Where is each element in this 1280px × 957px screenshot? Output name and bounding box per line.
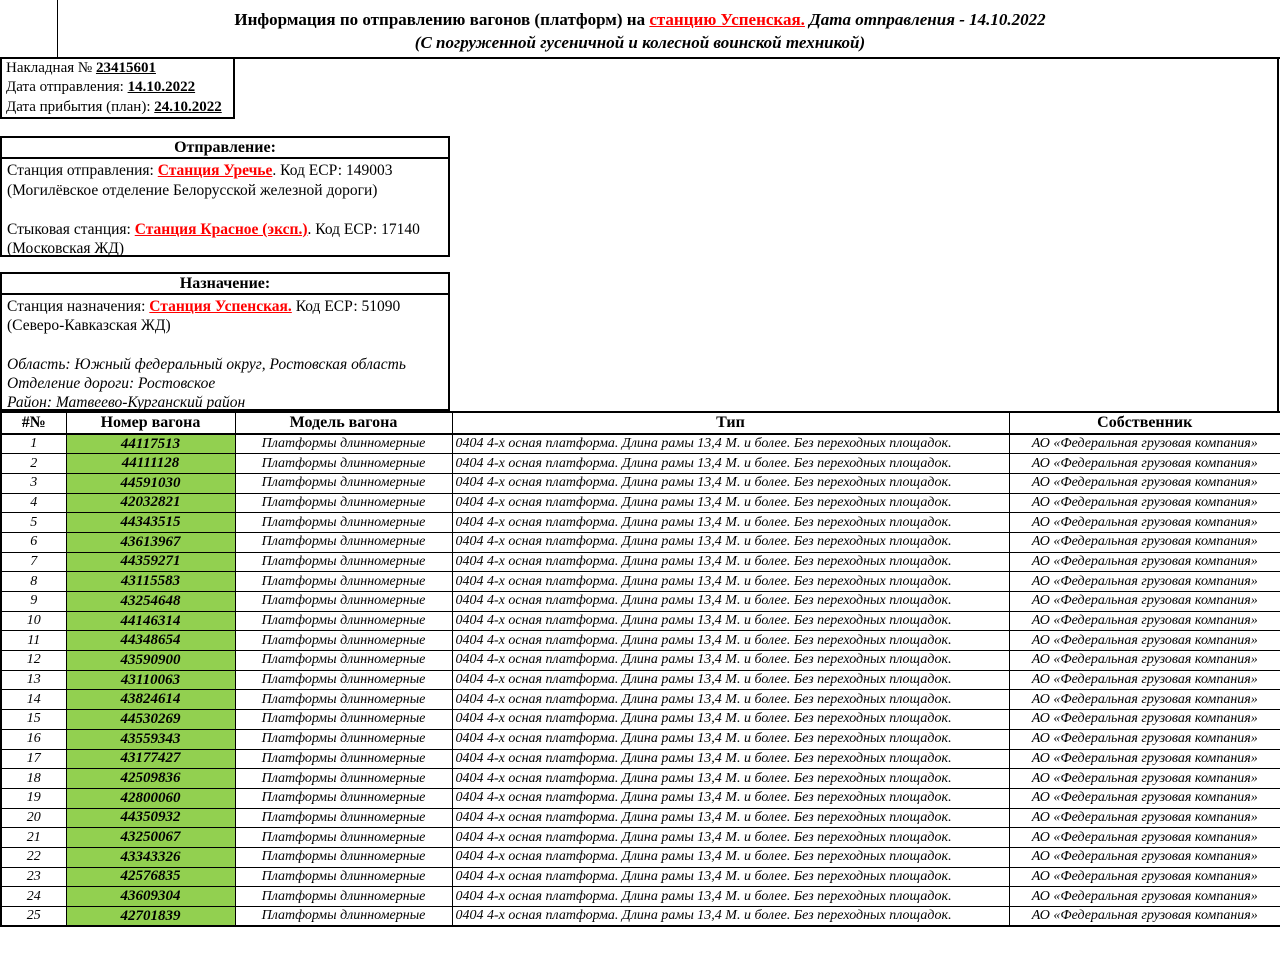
cell-wagon-model: Платформы длинномерные	[235, 847, 452, 867]
cell-owner: АО «Федеральная грузовая компания»	[1009, 651, 1280, 671]
cell-wagon-number: 43110063	[66, 670, 235, 690]
cell-owner: АО «Федеральная грузовая компания»	[1009, 769, 1280, 789]
table-row	[1, 670, 1280, 690]
cell-row-number: 15	[1, 710, 66, 730]
cell-wagon-number: 42509836	[66, 769, 235, 789]
cell-row-number: 18	[1, 769, 66, 789]
cell-type: 0404 4-х осная платформа. Длина рамы 13,4 М. и более. Без переходных площадок.	[452, 788, 1009, 808]
cell-wagon-model: Платформы длинномерные	[235, 592, 452, 612]
table-row	[1, 631, 1280, 651]
cell-wagon-number: 42800060	[66, 788, 235, 808]
header-wagon-number: Номер вагона	[66, 412, 235, 434]
cell-wagon-model: Платформы длинномерные	[235, 887, 452, 907]
cell-owner: АО «Федеральная грузовая компания»	[1009, 532, 1280, 552]
cell-type: 0404 4-х осная платформа. Длина рамы 13,4 М. и более. Без переходных площадок.	[452, 749, 1009, 769]
departure-station-label: Станция отправления:	[7, 162, 158, 179]
cell-row-number: 10	[1, 611, 66, 631]
cell-row-number: 22	[1, 847, 66, 867]
cell-owner: АО «Федеральная грузовая компания»	[1009, 710, 1280, 730]
cell-type: 0404 4-х осная платформа. Длина рамы 13,4 М. и более. Без переходных площадок.	[452, 572, 1009, 592]
cell-row-number: 23	[1, 867, 66, 887]
cell-type: 0404 4-х осная платформа. Длина рамы 13,4 М. и более. Без переходных площадок.	[452, 611, 1009, 631]
cell-wagon-model: Платформы длинномерные	[235, 769, 452, 789]
departure-block	[0, 136, 450, 257]
table-header-row	[1, 412, 1280, 434]
waybill-number-value: 23415601	[95, 60, 156, 76]
destination-station-label: Станция назначения:	[7, 298, 150, 315]
departure-header: Отправление:	[2, 138, 448, 159]
table-row	[1, 493, 1280, 513]
cell-wagon-number: 42701839	[66, 907, 235, 927]
destination-station-code: Код ЕСР: 51090	[291, 298, 401, 315]
waybill-block	[0, 57, 235, 119]
table-row	[1, 473, 1280, 493]
title-line-1	[0, 8, 1280, 31]
cell-wagon-number: 44111128	[66, 454, 235, 474]
table-row	[1, 808, 1280, 828]
cell-row-number: 6	[1, 532, 66, 552]
departure-blank-line	[7, 200, 443, 220]
cell-wagon-model: Платформы длинномерные	[235, 907, 452, 927]
cell-wagon-model: Платформы длинномерные	[235, 788, 452, 808]
waybill-depart-label: Дата отправления:	[6, 79, 128, 96]
cell-type: 0404 4-х осная платформа. Длина рамы 13,4 М. и более. Без переходных площадок.	[452, 867, 1009, 887]
cell-type: 0404 4-х осная платформа. Длина рамы 13,4 М. и более. Без переходных площадок.	[452, 710, 1009, 730]
cell-wagon-number: 42032821	[66, 493, 235, 513]
cell-owner: АО «Федеральная грузовая компания»	[1009, 473, 1280, 493]
cell-wagon-number: 44359271	[66, 552, 235, 572]
junction-station-link: Станция Красное (эксп.)	[134, 220, 308, 238]
cell-wagon-model: Платформы длинномерные	[235, 828, 452, 848]
cell-row-number: 12	[1, 651, 66, 671]
table-row	[1, 769, 1280, 789]
table-row	[1, 729, 1280, 749]
cell-type: 0404 4-х осная платформа. Длина рамы 13,4 М. и более. Без переходных площадок.	[452, 473, 1009, 493]
cell-wagon-number: 43613967	[66, 532, 235, 552]
cell-type: 0404 4-х осная платформа. Длина рамы 13,4 М. и более. Без переходных площадок.	[452, 690, 1009, 710]
cell-row-number: 5	[1, 513, 66, 533]
junction-station-code: . Код ЕСР: 17140	[307, 220, 420, 238]
document-title	[0, 8, 1280, 54]
destination-block	[0, 272, 450, 411]
cell-row-number: 21	[1, 828, 66, 848]
table-row	[1, 651, 1280, 671]
table-row	[1, 907, 1280, 927]
cell-row-number: 17	[1, 749, 66, 769]
cell-wagon-number: 43559343	[66, 729, 235, 749]
wagon-table-body	[1, 434, 1280, 926]
cell-owner: АО «Федеральная грузовая компания»	[1009, 729, 1280, 749]
cell-wagon-model: Платформы длинномерные	[235, 808, 452, 828]
cell-owner: АО «Федеральная грузовая компания»	[1009, 788, 1280, 808]
cell-owner: АО «Федеральная грузовая компания»	[1009, 670, 1280, 690]
cell-owner: АО «Федеральная грузовая компания»	[1009, 454, 1280, 474]
cell-wagon-model: Платформы длинномерные	[235, 631, 452, 651]
cell-type: 0404 4-х осная платформа. Длина рамы 13,4 М. и более. Без переходных площадок.	[452, 808, 1009, 828]
destination-station-row	[7, 297, 443, 316]
cell-wagon-model: Платформы длинномерные	[235, 670, 452, 690]
title-line-2: (С погруженной гусеничной и колесной воинской техникой)	[414, 33, 866, 52]
cell-type: 0404 4-х осная платформа. Длина рамы 13,4 М. и более. Без переходных площадок.	[452, 493, 1009, 513]
cell-type: 0404 4-х осная платформа. Длина рамы 13,4 М. и более. Без переходных площадок.	[452, 887, 1009, 907]
title-departure-date: Дата отправления - 14.10.2022	[804, 10, 1046, 29]
cell-row-number: 7	[1, 552, 66, 572]
cell-owner: АО «Федеральная грузовая компания»	[1009, 493, 1280, 513]
cell-type: 0404 4-х осная платформа. Длина рамы 13,4 М. и более. Без переходных площадок.	[452, 434, 1009, 454]
cell-wagon-number: 43177427	[66, 749, 235, 769]
cell-row-number: 3	[1, 473, 66, 493]
title-station-link: станцию Успенская.	[649, 10, 805, 29]
table-row	[1, 788, 1280, 808]
cell-row-number: 24	[1, 887, 66, 907]
cell-wagon-number: 42576835	[66, 867, 235, 887]
table-row	[1, 828, 1280, 848]
cell-type: 0404 4-х осная платформа. Длина рамы 13,4 М. и более. Без переходных площадок.	[452, 651, 1009, 671]
cell-row-number: 4	[1, 493, 66, 513]
destination-blank-line	[7, 335, 443, 354]
cell-owner: АО «Федеральная грузовая компания»	[1009, 887, 1280, 907]
cell-row-number: 9	[1, 592, 66, 612]
cell-row-number: 19	[1, 788, 66, 808]
destination-station-note: (Северо-Кавказская ЖД)	[7, 317, 171, 335]
cell-owner: АО «Федеральная грузовая компания»	[1009, 749, 1280, 769]
cell-wagon-number: 44350932	[66, 808, 235, 828]
table-row	[1, 749, 1280, 769]
departure-station-code: . Код ЕСР: 149003	[272, 162, 393, 179]
cell-wagon-model: Платформы длинномерные	[235, 749, 452, 769]
destination-station-link: Станция Успенская.	[149, 298, 292, 315]
waybill-arrive-label: Дата прибытия (план):	[6, 98, 155, 115]
table-row	[1, 552, 1280, 572]
cell-row-number: 16	[1, 729, 66, 749]
header-type: Тип	[452, 412, 1009, 434]
cell-wagon-number: 44348654	[66, 631, 235, 651]
cell-owner: АО «Федеральная грузовая компания»	[1009, 513, 1280, 533]
destination-district: Район: Матвеево-Курганский район	[7, 394, 246, 412]
table-row	[1, 847, 1280, 867]
table-row	[1, 434, 1280, 454]
cell-wagon-model: Платформы длинномерные	[235, 434, 452, 454]
cell-wagon-number: 43254648	[66, 592, 235, 612]
header-row-number: #№	[1, 412, 66, 434]
cell-owner: АО «Федеральная грузовая компания»	[1009, 611, 1280, 631]
cell-row-number: 8	[1, 572, 66, 592]
gridline-vertical-left	[57, 0, 58, 57]
cell-wagon-number: 44343515	[66, 513, 235, 533]
table-row	[1, 592, 1280, 612]
cell-wagon-number: 43609304	[66, 887, 235, 907]
cell-wagon-number: 44530269	[66, 710, 235, 730]
junction-station-note: (Московская ЖД)	[7, 240, 124, 258]
cell-wagon-model: Платформы длинномерные	[235, 651, 452, 671]
title-prefix: Информация по отправлению вагонов (платформ) на	[234, 10, 650, 29]
cell-wagon-number: 43343326	[66, 847, 235, 867]
cell-owner: АО «Федеральная грузовая компания»	[1009, 592, 1280, 612]
cell-wagon-number: 43250067	[66, 828, 235, 848]
cell-owner: АО «Федеральная грузовая компания»	[1009, 847, 1280, 867]
cell-wagon-number: 43115583	[66, 572, 235, 592]
junction-station-label: Стыковая станция:	[7, 220, 135, 238]
cell-wagon-model: Платформы длинномерные	[235, 611, 452, 631]
cell-wagon-model: Платформы длинномерные	[235, 552, 452, 572]
cell-type: 0404 4-х осная платформа. Длина рамы 13,4 М. и более. Без переходных площадок.	[452, 454, 1009, 474]
cell-owner: АО «Федеральная грузовая компания»	[1009, 907, 1280, 927]
cell-type: 0404 4-х осная платформа. Длина рамы 13,4 М. и более. Без переходных площадок.	[452, 513, 1009, 533]
table-row	[1, 867, 1280, 887]
cell-type: 0404 4-х осная платформа. Длина рамы 13,4 М. и более. Без переходных площадок.	[452, 847, 1009, 867]
table-row	[1, 710, 1280, 730]
departure-body	[2, 159, 448, 259]
cell-owner: АО «Федеральная грузовая компания»	[1009, 552, 1280, 572]
departure-station-note: (Могилёвское отделение Белорусской железной дороги)	[7, 181, 378, 199]
table-row	[1, 532, 1280, 552]
cell-type: 0404 4-х осная платформа. Длина рамы 13,4 М. и более. Без переходных площадок.	[452, 729, 1009, 749]
departure-station-link: Станция Уречье	[157, 162, 273, 179]
cell-row-number: 25	[1, 907, 66, 927]
cell-owner: АО «Федеральная грузовая компания»	[1009, 690, 1280, 710]
wagon-table	[0, 411, 1280, 927]
waybill-depart-row	[6, 78, 229, 97]
cell-wagon-model: Платформы длинномерные	[235, 572, 452, 592]
cell-wagon-model: Платформы длинномерные	[235, 532, 452, 552]
waybill-depart-value: 14.10.2022	[127, 79, 196, 96]
cell-type: 0404 4-х осная платформа. Длина рамы 13,4 М. и более. Без переходных площадок.	[452, 552, 1009, 572]
table-row	[1, 887, 1280, 907]
cell-wagon-model: Платформы длинномерные	[235, 690, 452, 710]
cell-row-number: 11	[1, 631, 66, 651]
cell-row-number: 14	[1, 690, 66, 710]
destination-region: Область: Южный федеральный округ, Ростовская область	[7, 355, 406, 373]
header-owner: Собственник	[1009, 412, 1280, 434]
table-row	[1, 611, 1280, 631]
cell-type: 0404 4-х осная платформа. Длина рамы 13,4 М. и более. Без переходных площадок.	[452, 592, 1009, 612]
cell-type: 0404 4-х осная платформа. Длина рамы 13,4 М. и более. Без переходных площадок.	[452, 631, 1009, 651]
waybill-arrive-row	[6, 98, 229, 117]
cell-row-number: 20	[1, 808, 66, 828]
cell-wagon-model: Платформы длинномерные	[235, 473, 452, 493]
cell-wagon-model: Платформы длинномерные	[235, 867, 452, 887]
cell-owner: АО «Федеральная грузовая компания»	[1009, 808, 1280, 828]
cell-wagon-model: Платформы длинномерные	[235, 710, 452, 730]
gridline-vertical-right	[1277, 57, 1279, 413]
cell-owner: АО «Федеральная грузовая компания»	[1009, 828, 1280, 848]
cell-type: 0404 4-х осная платформа. Длина рамы 13,4 М. и более. Без переходных площадок.	[452, 907, 1009, 927]
cell-row-number: 1	[1, 434, 66, 454]
table-row	[1, 513, 1280, 533]
table-row	[1, 690, 1280, 710]
destination-header: Назначение:	[2, 274, 448, 295]
cell-wagon-model: Платформы длинномерные	[235, 513, 452, 533]
cell-owner: АО «Федеральная грузовая компания»	[1009, 867, 1280, 887]
cell-wagon-model: Платформы длинномерные	[235, 454, 452, 474]
cell-wagon-number: 43590900	[66, 651, 235, 671]
departure-station-row	[7, 161, 443, 181]
cell-type: 0404 4-х осная платформа. Длина рамы 13,4 М. и более. Без переходных площадок.	[452, 769, 1009, 789]
cell-wagon-number: 44591030	[66, 473, 235, 493]
cell-type: 0404 4-х осная платформа. Длина рамы 13,4 М. и более. Без переходных площадок.	[452, 828, 1009, 848]
cell-row-number: 13	[1, 670, 66, 690]
cell-wagon-model: Платформы длинномерные	[235, 729, 452, 749]
destination-body	[2, 295, 448, 412]
cell-owner: АО «Федеральная грузовая компания»	[1009, 631, 1280, 651]
cell-type: 0404 4-х осная платформа. Длина рамы 13,4 М. и более. Без переходных площадок.	[452, 532, 1009, 552]
destination-division: Отделение дороги: Ростовское	[7, 374, 216, 392]
cell-wagon-number: 44117513	[66, 434, 235, 454]
junction-station-row	[7, 220, 443, 240]
header-wagon-model: Модель вагона	[235, 412, 452, 434]
cell-wagon-number: 44146314	[66, 611, 235, 631]
waybill-number-row	[6, 59, 229, 78]
table-row	[1, 454, 1280, 474]
cell-type: 0404 4-х осная платформа. Длина рамы 13,4 М. и более. Без переходных площадок.	[452, 670, 1009, 690]
waybill-number-label: Накладная №	[6, 60, 96, 76]
cell-wagon-number: 43824614	[66, 690, 235, 710]
cell-wagon-model: Платформы длинномерные	[235, 493, 452, 513]
cell-owner: АО «Федеральная грузовая компания»	[1009, 434, 1280, 454]
cell-owner: АО «Федеральная грузовая компания»	[1009, 572, 1280, 592]
waybill-arrive-value: 24.10.2022	[154, 98, 222, 115]
table-row	[1, 572, 1280, 592]
cell-row-number: 2	[1, 454, 66, 474]
